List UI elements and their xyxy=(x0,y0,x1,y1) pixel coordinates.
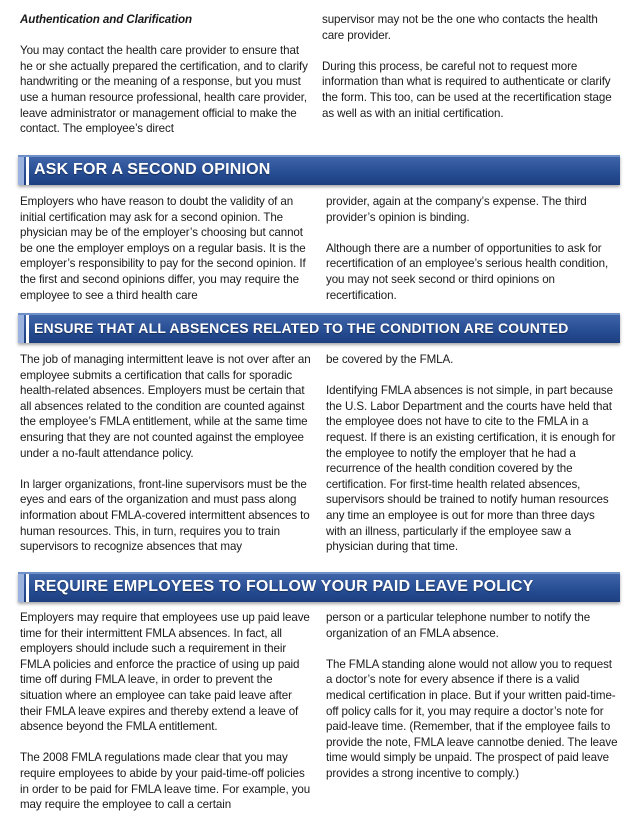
section-title: ENSURE THAT ALL ABSENCES RELATED TO THE CONDITION ARE COUNTED xyxy=(34,320,569,336)
banner-accent-stripe xyxy=(26,315,29,343)
section-banner-second-opinion xyxy=(18,155,620,185)
section0-left-column xyxy=(20,12,312,137)
paragraph: In larger organizations, front-line supervisors must be the eyes and ears of the organization and must pass along information about FMLA-covered intermittent absences to human resources. This, in turn, requires you to train supervisors to recognize absences that may xyxy=(20,477,310,554)
banner-accent xyxy=(18,157,24,185)
paragraph: The 2008 FMLA regulations made clear that you may require employees to abide by your paid-time-off policies in order to be paid for FMLA leave time. For example, you may require the employee to call a certain xyxy=(20,751,311,812)
paragraph: Identifying FMLA absences is not simple, in part because the U.S. Labor Department and the courts have held that the employee does not have to cite to the FMLA in a request. If there is an existing certification, it is enough for the employee to notify the employer that he had a recurrence of the health condition covered by the certification. For first-time health related absences, supervisors should be trained to notify human resources any time an employee is out for more than three days with an illness, particularly if the employee saw a physician during that time. xyxy=(326,384,616,554)
paragraph: be covered by the FMLA. xyxy=(326,353,454,366)
section0-right-column xyxy=(322,12,614,121)
paragraph: You may contact the health care provider to ensure that he or she actually prepared the certification, and to clarify handwriting or the meaning of a response, but you must use a human resource professional, health care provider, leave administrator or management official to make the contact. The employee’s direct xyxy=(20,44,308,136)
section1-left-column xyxy=(20,194,312,303)
subheading-authentication: Authentication and Clarification xyxy=(20,13,193,26)
paragraph: Employers may require that employees use up paid leave time for their intermittent FMLA absences. In fact, all employers should include such a requirement in their FMLA policies and enforce the practice of using up paid time off during FMLA leave, in order to prevent the situation where an employee can take paid leave after their FMLA leave expires and thereby extend a leave of absence beyond the FMLA entitlement. xyxy=(20,611,310,734)
section1-right-column xyxy=(326,194,618,303)
section2-right-column xyxy=(326,352,618,555)
paragraph: supervisor may not be the one who contacts the health care provider. xyxy=(322,13,598,42)
banner-accent xyxy=(18,574,24,602)
paragraph: person or a particular telephone number to notify the organization of an FMLA absence. xyxy=(326,611,591,640)
paragraph: The FMLA standing alone would not allow you to request a doctor’s note for every absence if there is a valid medical certification in place. But if your written paid-time-off policy calls for it, you may require a doctor’s note for paid-leave time. (Remember, that if the employee fails to provide the note, FMLA leave cannotbe denied. The leave time would simply be unpaid. The prospect of paid leave provides a strong incentive to comply.) xyxy=(326,657,618,780)
paragraph: Employers who have reason to doubt the validity of an initial certification may ask for a second opinion. The physician may be of the employer’s choosing but cannot be one the employer employs on a regular basis. It is the employer’s responsibility to pay for the second opinion. If the first and second opinions differ, you may require the employee to see a third health care xyxy=(20,195,306,302)
paragraph: Although there are a number of opportunities to ask for recertification of an employee’s serious health condition, you may not seek second or third opinions on recertification. xyxy=(326,241,609,302)
banner-accent-stripe xyxy=(26,157,29,185)
section-banner-absences-counted xyxy=(18,313,620,343)
paragraph: The job of managing intermittent leave is not over after an employee submits a certification that calls for sporadic health-related absences. Employers must be certain that all absences related to the condition are counted against the employee’s FMLA entitlement, while at the same time ensuring that they are not counted against the employee under a no-fault attendance policy. xyxy=(20,353,311,460)
section-title: REQUIRE EMPLOYEES TO FOLLOW YOUR PAID LEAVE POLICY xyxy=(34,578,534,595)
section-banner-paid-leave xyxy=(18,572,620,602)
banner-accent-stripe xyxy=(26,574,29,602)
section2-left-column xyxy=(20,352,312,555)
section-title: ASK FOR A SECOND OPINION xyxy=(34,161,271,178)
section3-right-column xyxy=(326,610,618,782)
banner-accent xyxy=(18,315,24,343)
paragraph: During this process, be careful not to request more information than what is required to authenticate or clarify the form. This too, can be used at the recertification stage as well as with an initial certification. xyxy=(322,59,612,120)
section3-left-column xyxy=(20,610,312,813)
paragraph: provider, again at the company’s expense. The third provider’s opinion is binding. xyxy=(326,195,587,224)
